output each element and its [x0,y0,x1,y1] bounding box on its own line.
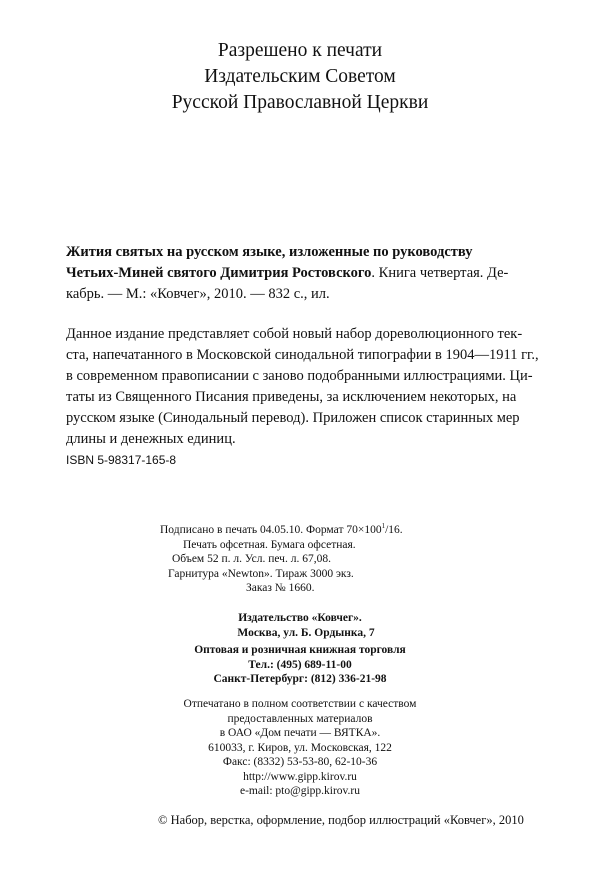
print-info-signed [0,523,600,538]
bib-title-rest: . Книга четвертая. Де- [371,265,509,281]
bib-title-bold: Четьих-Миней святого Димитрия Ростовского [66,265,372,281]
print-info-format-sup: 1 [381,522,386,531]
annotation-line: длины и денежных единиц. [66,431,236,447]
printer-line: предоставленных материалов [227,712,373,725]
publisher-info [0,611,600,640]
print-info-line: Гарнитура «Newton». Тираж 3000 экз. [168,567,354,580]
sales-info [0,643,600,687]
approval-line: Издательским Советом [204,66,396,87]
approval-notice [0,38,600,116]
approval-line: Разрешено к печати [217,40,383,61]
printer-line: Отпечатано в полном соответствии с качеством [183,698,417,710]
print-info-line: Печать офсетная. Бумага офсетная. [183,538,356,551]
bib-title-line-2 [66,263,554,284]
bib-imprint-line: кабрь. — М.: «Ковчег», 2010. — 832 с., ил. [66,286,330,302]
print-info-line: Заказ № 1660. [246,582,315,594]
print-info-signed-text: Подписано в печать 04.05.10. Формат 70×100 [160,524,382,536]
annotation-line: в современном правописании с заново подобранными иллюстрациями. Ци- [66,368,533,384]
annotation-line: ста, напечатанного в Московской синодальной типографии в 1904—1911 гг., [66,347,539,363]
annotation [66,324,554,450]
sales-title: Оптовая и розничная книжная торговля [194,644,406,656]
approval-line: Русской Православной Церкви [171,92,429,113]
print-info-format-tail: /16. [385,524,403,536]
publisher-name: Издательство «Ковчег». [238,612,362,624]
printer-info [0,697,600,799]
sales-phone-moscow: Тел.: (495) 689-11-00 [248,658,352,671]
annotation-line: таты из Священного Писания приведены, за исключением некоторых, на [66,389,517,405]
printer-line: Факс: (8332) 53-53-80, 62-10-36 [222,756,378,768]
annotation-line: русском языке (Синодальный перевод). Приложен список старинных мер [66,410,520,426]
print-info [0,523,600,596]
publisher-address: Москва, ул. Б. Ордынка, 7 [237,626,375,639]
isbn: ISBN 5-98317-165-8 [66,453,177,467]
printer-website: http://www.gipp.kirov.ru [243,770,357,783]
printer-email: e-mail: pto@gipp.kirov.ru [239,785,361,797]
print-info-line: Объем 52 п. л. Усл. печ. л. 67,08. [172,553,331,565]
printer-line: в ОАО «Дом печати — ВЯТКА». [219,727,381,739]
bibliographic-description [66,242,554,305]
bib-title-line: Жития святых на русском языке, изложенные по руководству [66,244,473,260]
copyright-notice: © Набор, верстка, оформление, подбор иллюстраций «Ковчег», 2010 [158,813,524,827]
annotation-line: Данное издание представляет собой новый набор дореволюционного тек- [66,326,523,342]
sales-phone-spb: Санкт-Петербург: (812) 336-21-98 [213,673,387,685]
printer-line: 610033, г. Киров, ул. Московская, 122 [208,741,392,754]
